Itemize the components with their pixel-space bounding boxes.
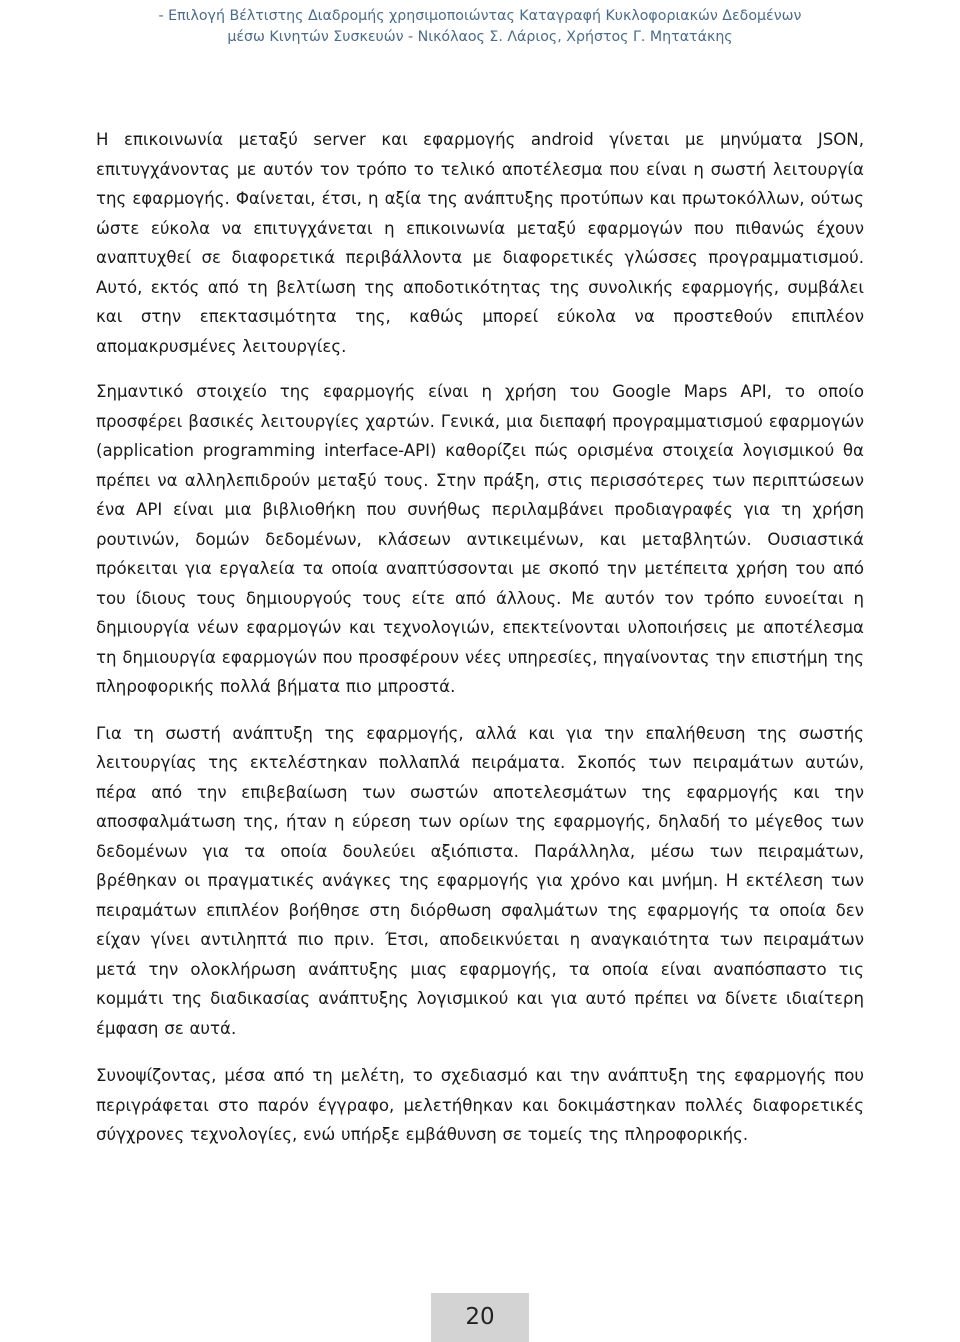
body-paragraph: Για τη σωστή ανάπτυξη της εφαρμογής, αλλά και για την επαλήθευση της σωστής λειτουργίας της εκτελέστηκαν πολλαπλά πειράματα. Σκοπός των πειραμάτων αυτών, πέρα από την επιβεβαίωση των σωστών αποτελεσμάτων της εφαρμογής και την αποσφαλμάτωση της, ήταν η εύρεση των ορίων της εφαρμογής, δηλαδή το μέγεθος των δεδομένων για τα οποία δουλεύει αξιόπιστα. Παράλληλα, μέσω των πειραμάτων, βρέθηκαν οι πραγματικές ανάγκες της εφαρμογής για χρόνο και μνήμη. Η εκτέλεση των πειραμάτων επιπλέον βοήθησε στη διόρθωση σφαλμάτων της εφαρμογής τα οποία δεν είχαν γίνει αντιληπτά πιο πριν. Έτσι, αποδεικνύεται η αναγκαιότητα των πειραμάτων μετά την ολοκλήρωση ανάπτυξης μιας εφαρμογής, τα οποία είναι αναπόσπαστο τις κομμάτι της διαδικασίας ανάπτυξης λογισμικού και για αυτό πρέπει να δίνετε ιδιαίτερη έμφαση σε αυτά.: [96, 723, 864, 1038]
body-paragraph: Συνοψίζοντας, μέσα από τη μελέτη, το σχεδιασμό και την ανάπτυξη της εφαρμογής που περιγράφεται στο παρόν έγγραφο, μελετήθηκαν και δοκιμάστηκαν πολλές διαφορετικές σύγχρονες τεχνολογίες, ενώ υπήρξε εμβάθυνση σε τομείς της πληροφορικής.: [96, 1066, 864, 1144]
page-number-box: [431, 1293, 529, 1342]
body-paragraph: Σημαντικό στοιχείο της εφαρμογής είναι η χρήση του Google Maps API, το οποίο προσφέρει βασικές λειτουργίες χαρτών. Γενικά, μια διεπαφή προγραμματισμού εφαρμογών (application programming interface-API) καθορίζει πώς ορισμένα στοιχεία λογισμικού θα πρέπει να αλληλεπιδρούν μεταξύ τους. Στην πράξη, στις περισσότερες των περιπτώσεων ένα API είναι μια βιβλιοθήκη που συνήθως περιλαμβάνει προδιαγραφές για τη χρήση ρουτινών, δομών δεδομένων, κλάσεων αντικειμένων, και μεταβλητών. Ουσιαστικά πρόκειται για εργαλεία τα οποία αναπτύσσονται με σκοπό την μετέπειτα χρήση του από του ίδιους τους δημιουργούς τους είτε από άλλους. Με αυτόν τον τρόπο ευνοείται η δημιουργία νέων εφαρμογών και τεχνολογιών, επεκτείνονται υλοποιήσεις με αποτέλεσμα τη δημιουργία εφαρμογών που προσφέρουν νέες υπηρεσίες, πηγαίνοντας την επιστήμη της πληροφορικής πολλά βήματα πιο μπροστά.: [96, 382, 864, 696]
running-header-line-2: μέσω Κινητών Συσκευών - Νικόλαος Σ. Λάριος, Χρήστος Γ. Μητατάκης: [227, 29, 733, 45]
running-header: [0, 6, 960, 48]
body-paragraph: Η επικοινωνία μεταξύ server και εφαρμογής android γίνεται με μηνύματα JSON, επιτυγχάνοντας με αυτόν τον τρόπο το τελικό αποτέλεσμα που είναι η σωστή λειτουργία της εφαρμογής. Φαίνεται, έτσι, η αξία της ανάπτυξης προτύπων και πρωτοκόλλων, ούτως ώστε εύκολα να επιτυγχάνεται η επικοινωνία μεταξύ εφαρμογών που πιθανώς έχουν αναπτυχθεί σε διαφορετικά περιβάλλοντα με διαφορετικές γλώσσες προγραμματισμού. Αυτό, εκτός από τη βελτίωση της αποδοτικότητας της συνολικής εφαρμογής, συμβάλει και στην επεκτασιμότητα της, καθώς μπορεί εύκολα να προστεθούν επιπλέον απομακρυσμένες λειτουργίες.: [96, 130, 864, 356]
page-number: 20: [465, 1304, 495, 1330]
page-body: [96, 125, 864, 1168]
running-header-line-1: - Επιλογή Βέλτιστης Διαδρομής χρησιμοποιώντας Καταγραφή Κυκλοφοριακών Δεδομένων: [158, 8, 802, 24]
